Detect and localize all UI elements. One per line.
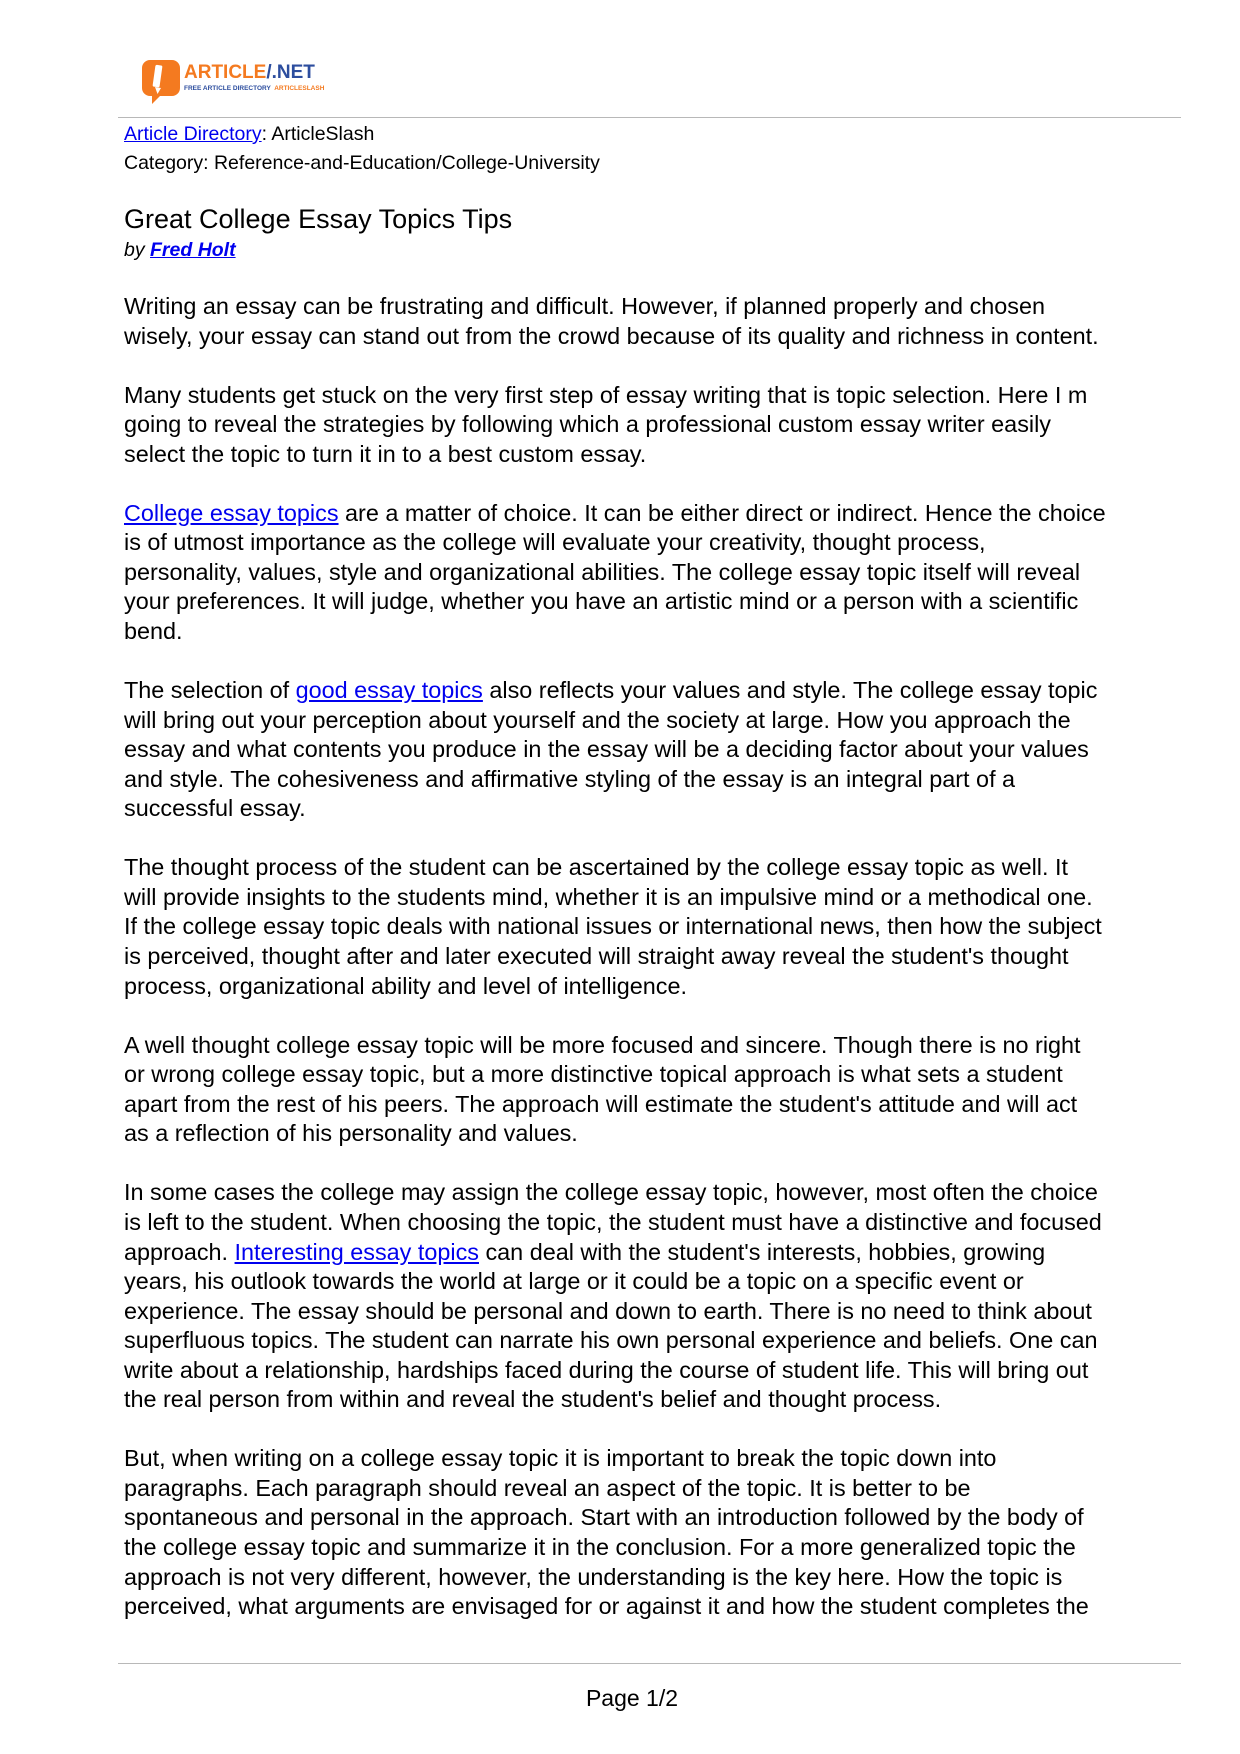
author-link[interactable]: Fred Holt (150, 239, 236, 261)
text-segment: are a matter of choice. It can be either direct or indirect. Hence the choice (338, 499, 1106, 526)
logo-brand-slash: / (266, 62, 272, 83)
text-line: In some cases the college may assign the college essay topic, however, most often the choice (124, 1179, 1098, 1206)
article-directory-link[interactable]: Article Directory (124, 123, 262, 145)
paragraph-6 (124, 1031, 1184, 1149)
text-line: wisely, your essay can stand out from the crowd because of its quality and richness in content. (124, 322, 1099, 349)
paragraph-3 (124, 499, 1184, 647)
header-divider (118, 117, 1181, 118)
paragraph-1 (124, 292, 1184, 351)
text-line: the college essay topic and summarize it in the conclusion. For a more generalized topic the (124, 1533, 1076, 1560)
text-line: apart from the rest of his peers. The approach will estimate the student's attitude and will act (124, 1090, 1078, 1117)
text-line: essay and what contents you produce in the essay will be a deciding factor about your values (124, 736, 1089, 763)
article-title: Great College Essay Topics Tips (124, 204, 513, 234)
text-line: But, when writing on a college essay topic it is important to break the topic down into (124, 1445, 997, 1472)
logo-brand-suffix: .NET (271, 62, 315, 83)
text-line: process, organizational ability and level of intelligence. (124, 972, 688, 999)
text-line: spontaneous and personal in the approach. Start with an introduction followed by the body of (124, 1504, 1084, 1531)
text-line: is of utmost importance as the college will evaluate your creativity, thought process, (124, 529, 986, 556)
text-line: select the topic to turn it in to a best custom essay. (124, 440, 647, 467)
site-logo[interactable] (132, 57, 392, 107)
logo-graphic (132, 57, 392, 107)
text-line: If the college essay topic deals with national issues or international news, then how the subject (124, 913, 1102, 940)
text-line (124, 676, 1184, 706)
category-label: Category: (124, 152, 214, 174)
text-segment: approach. (124, 1238, 235, 1265)
text-line: will bring out your perception about yourself and the society at large. How you approach the (124, 706, 1071, 733)
directory-separator: : (261, 123, 272, 145)
paragraph-7 (124, 1178, 1184, 1414)
text-line: years, his outlook towards the world at large or it could be a topic on a specific event or (124, 1268, 1024, 1295)
category-line (124, 149, 600, 178)
text-line: superfluous topics. The student can narrate his own personal experience and beliefs. One can (124, 1327, 1098, 1354)
text-segment: The selection of (124, 677, 296, 704)
byline-prefix: by (124, 239, 151, 261)
directory-line (124, 120, 600, 149)
text-line (124, 1238, 1184, 1268)
directory-value: ArticleSlash (271, 123, 375, 145)
text-line: write about a relationship, hardships faced during the course of student life. This will bring out (124, 1356, 1089, 1383)
text-line: bend. (124, 618, 183, 645)
text-line: Many students get stuck on the very first step of essay writing that is topic selection. Here I m (124, 381, 1088, 408)
logo-tagline-prefix: FREE ARTICLE DIRECTORY (184, 85, 271, 92)
text-line: approach is not very different, however, the understanding is the key here. How the topic is (124, 1563, 1063, 1590)
paragraph-8 (124, 1444, 1184, 1621)
text-line: and style. The cohesiveness and affirmative styling of the essay is an integral part of a (124, 765, 1016, 792)
article-meta (124, 120, 600, 178)
svg-text:ARTICLE/.NET (184, 62, 315, 83)
good-essay-topics-link[interactable]: good essay topics (295, 677, 483, 704)
footer-divider (118, 1663, 1181, 1664)
text-line: paragraphs. Each paragraph should reveal an aspect of the topic. It is better to be (124, 1474, 971, 1501)
text-line: Writing an essay can be frustrating and difficult. However, if planned properly and chosen (124, 293, 1045, 319)
paragraph-5 (124, 853, 1184, 1001)
text-line: The thought process of the student can be ascertained by the college essay topic as well. It (124, 854, 1068, 881)
text-line: as a reflection of his personality and values. (124, 1120, 578, 1147)
text-line: your preferences. It will judge, whether you have an artistic mind or a person with a scientific (124, 588, 1079, 615)
category-value: Reference-and-Education/College-University (213, 152, 600, 174)
logo-tagline-suffix: ARTICLESLASH (274, 85, 325, 92)
interesting-essay-topics-link[interactable]: Interesting essay topics (234, 1238, 479, 1265)
byline (124, 237, 236, 263)
text-line: the real person from within and reveal the student's belief and thought process. (124, 1386, 942, 1413)
page-number: Page 1/2 (585, 1685, 679, 1711)
paragraph-4 (124, 676, 1184, 824)
logo-brand-prefix: ARTICLE (184, 62, 267, 83)
text-line: going to reveal the strategies by following which a professional custom essay writer easily (124, 411, 1051, 438)
text-line: or wrong college essay topic, but a more distinctive topical approach is what sets a student (124, 1061, 1063, 1088)
text-line: is perceived, thought after and later executed will straight away reveal the student's thought (124, 943, 1069, 970)
paragraph-2 (124, 381, 1184, 470)
text-segment: can deal with the student's interests, hobbies, growing (478, 1238, 1046, 1265)
text-segment: also reflects your values and style. The college essay topic (482, 677, 1098, 704)
text-line: personality, values, style and organizational abilities. The college essay topic itself will reveal (124, 558, 1081, 585)
text-line (124, 499, 1184, 529)
text-line: experience. The essay should be personal and down to earth. There is no need to think about (124, 1297, 1092, 1324)
text-line: is left to the student. When choosing the topic, the student must have a distinctive and focused (124, 1208, 1102, 1235)
text-line: successful essay. (124, 795, 306, 822)
text-line: will provide insights to the students mind, whether it is an impulsive mind or a methodical one. (124, 883, 1093, 910)
text-line: A well thought college essay topic will be more focused and sincere. Though there is no right (124, 1031, 1081, 1058)
svg-text:FREE ARTICLE DIRECTORYARTICLES (184, 85, 325, 92)
text-line: perceived, what arguments are envisaged for or against it and how the student completes the (124, 1593, 1089, 1620)
college-essay-topics-link[interactable]: College essay topics (124, 499, 339, 526)
article-body (124, 292, 1184, 1651)
